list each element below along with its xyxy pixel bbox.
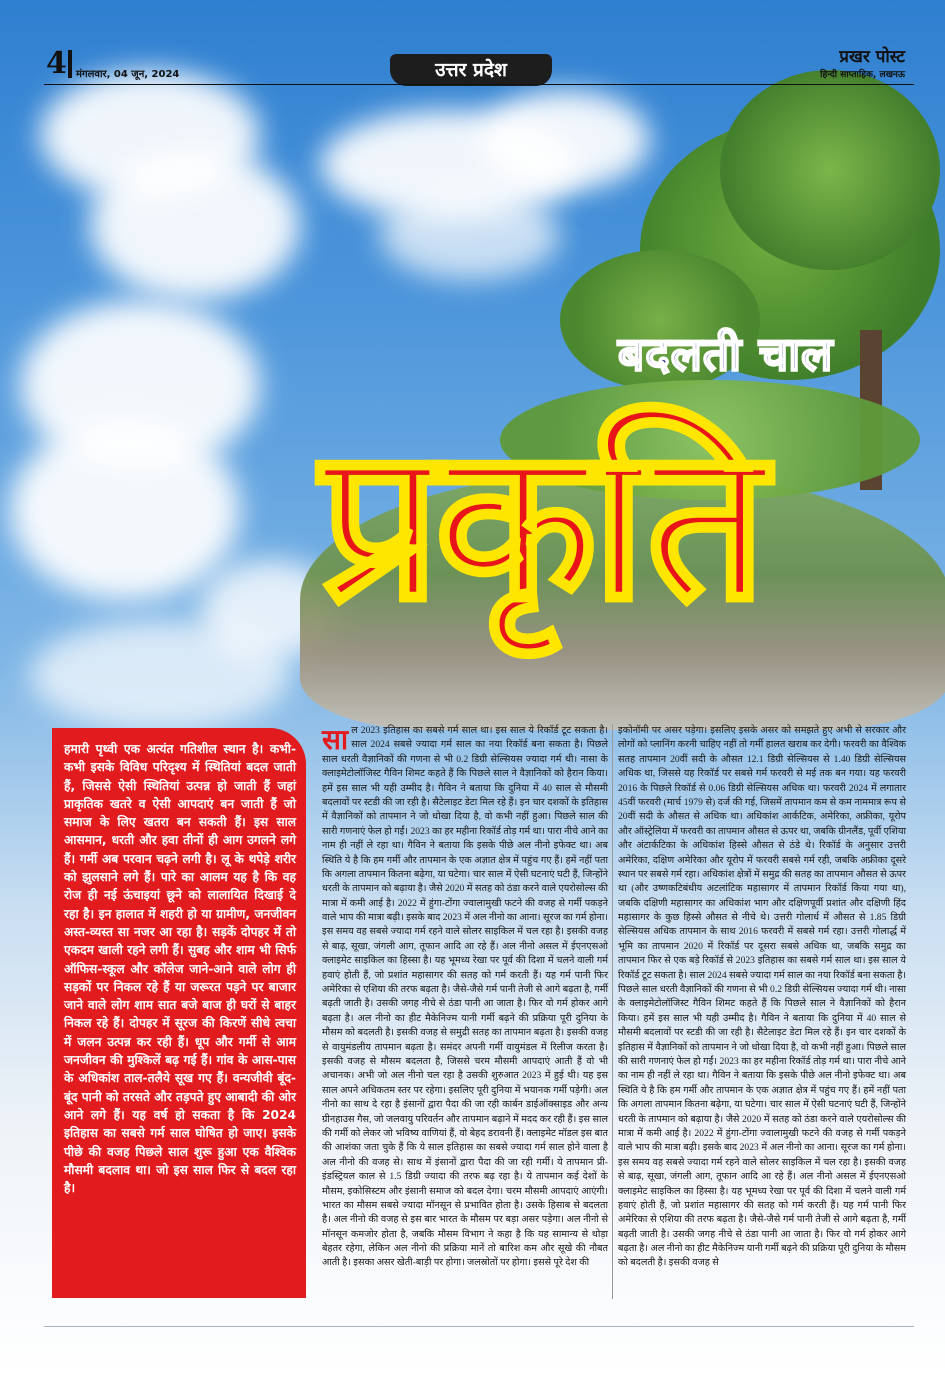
drop-cap: सा <box>322 723 349 756</box>
brand-name: प्रखर पोस्ट <box>839 47 905 67</box>
issue-date: मंगलवार, 04 जून, 2024 <box>76 69 180 80</box>
headline-kicker: बदलती चाल <box>618 327 834 381</box>
page-number: 4 <box>46 46 67 81</box>
article-column-2 <box>618 724 906 1299</box>
brand-subtitle: हिन्दी साप्ताहिक, लखनऊ <box>820 70 905 80</box>
section-banner: उत्तर प्रदेश <box>390 54 552 86</box>
intro-box <box>52 728 306 1298</box>
brand-block <box>820 44 905 80</box>
page-number-bar <box>68 50 72 78</box>
intro-text: हमारी पृथ्वी एक अत्यंत गतिशील स्थान है। कभी-कभी इसके विविध परिदृश्य में स्थितियां बदल जाती हैं, जिससे ऐसी स्थितियां उत्पन्न हो जाती हैं जहां प्राकृतिक खतरे व ऐसी आपदाएं बन जाती हैं जो समाज के लिए खतरा बन सकती हैं। इस साल आसमान, धरती और हवा तीनों ही आग उगलने लगे हैं। गर्मी अब परवान चढ़ने लगी है। लू के थपेड़े शरीर को झुलसाने लगे हैं। पारे का आलम यह है कि वह रोज ही नई ऊंचाइयां छूने को लालायित दिखाई दे रहा है। इन हालात में शहरी हो या ग्रामीण, जनजीवन अस्त-व्यस्त सा नजर आ रहा है। सड़कें दोपहर में तो एकदम खाली रहने लगी हैं। सुबह और शाम भी सिर्फ ऑफिस-स्कूल और कॉलेज जाने-आने वाले लोग ही सड़कों पर निकल रहे हैं या जरूरत पड़ने पर बाजार जाने वाले लोग शाम सात बजे बाज ही घरों से बाहर निकल रहे हैं। दोपहर में सूरज की किरणें सीधे त्वचा में जलन उत्पन्न कर रही हैं। धूप और गर्मी से आम जनजीवन की मुश्किलें बढ़ गई हैं। गांव के आस-पास के अधिकांश ताल-तलैये सूख गए हैं। वन्यजीवी बूंद-बूंद पानी को तरसते और तड़पते हुए आबादी की ओर आने लगे हैं। यह वर्ष हो सकता है कि 2024 इतिहास का सबसे गर्म साल घोषित हो जाए। इसके पीछे की वजह पिछले साल शुरू हुआ एक वैश्विक मौसमी बदलाव था। जो इस साल फिर से बदल रहा है। <box>64 742 296 1196</box>
bottom-rule <box>44 1326 914 1327</box>
article-column-2-text: इकोनॉमी पर असर पड़ेगा। इसलिए इसके असर को समझते हुए अभी से सरकार और लोगों को प्लानिंग करनी चाहिए नहीं तो गर्मी हालत खराब कर देगी। फरवरी का वैश्विक सतह तापमान 20वीं सदी के औसत 12.1 डिग्री सेल्सियस से 1.40 डिग्री सेल्सियस अधिक था, जिससे यह रिकॉर्ड पर सबसे गर्म फरवरी से मई तक बन गया। यह फरवरी 2016 के पिछले रिकॉर्ड से 0.06 डिग्री सेल्सियस अधिक था। फरवरी 2024 में लगातार 45वीं फरवरी (मार्च 1979 से) दर्ज की गई, जिसमें तापमान कम से कम नाममात्र रूप से 20वीं सदी के औसत से अधिक था। अधिकांश आर्कटिक, अमेरिका, अफ्रीका, यूरोप और ऑस्ट्रेलिया में फरवरी का तापमान औसत से ऊपर था, जबकि ग्रीनलैंड, पूर्वी एशिया और अंटार्कटिका के अधिकांश हिस्से औसत से ठंडे थे। रिकॉर्ड के अनुसार उत्तरी अमेरिका, दक्षिण अमेरिका और यूरोप में फरवरी सबसे गर्म रही, जबकि अफ्रीका दूसरे स्थान पर सबसे गर्म रहा। अधिकांश क्षेत्रों में समुद्र की सतह का तापमान औसत से ऊपर था (और उष्णकटिबंधीय अटलांटिक महासागर में तापमान रिकॉर्ड किया गया था), जबकि दक्षिणी महासागर का अधिकांश भाग और दक्षिणपूर्वी प्रशांत और दक्षिणी हिंद महासागर के कुछ हिस्से औसत से नीचे थे। उत्तरी गोलार्ध में औसत से 1.85 डिग्री सेल्सियस अधिक तापमान के साथ 2016 फरवरी में सबसे गर्म रहा। उत्तरी गोलार्द्ध में भूमि का तापमान 2020 में रिकॉर्ड पर दूसरा सबसे अधिक था, जबकि समुद्र का तापमान फिर से एक बड़े रिकॉर्ड से 2023 इतिहास का सबसे गर्म साल था। इस साल ये रिकॉर्ड टूट सकता है। साल 2024 सबसे ज्यादा गर्म साल का नया रिकॉर्ड बना सकता है। पिछले साल धरती वैज्ञानिकों की गणना से भी 0.2 डिग्री सेल्सियस ज्यादा गर्म थी। नासा के क्लाइमेटोलॉजिस्ट गैविन शिमट कहते हैं कि पिछले साल ने वैज्ञानिकों को हैरान किया। हमें इस साल भी यही उम्मीद है। गैविन ने बताया कि दुनिया में 40 साल से मौसमी बदलावों पर स्टडी की जा रही है। सैटेलाइट डेटा मिल रहे हैं। इन चार दशकों के इतिहास में वैज्ञानिकों को तापमान ने जो धोखा दिया है, वो कभी नहीं हुआ। पिछले साल की सारी गणनाएं फेल हो गईं। 2023 का हर महीना रिकॉर्ड तोड़ गर्म था। पारा नीचे आने का नाम ही नहीं ले रहा था। गैविन ने बताया कि इसके पीछे अल नीनो इफेक्ट था। अब स्थिति ये है कि हम गर्मी और तापमान के एक अज्ञात क्षेत्र में पहुंच गए हैं। हमें नहीं पता कि अगला तापमान कितना बढ़ेगा, या घटेगा। चार साल में ऐसी घटनाएं घटी हैं, जिन्होंने धरती के तापमान को बढ़ाया है। जैसे 2020 में सतह को ठंडा करने वाले एयरोसोल्स की मात्रा में कमी आई है। 2022 में हुंगा-टोंगा ज्वालामुखी फटने की वजह से गर्मी पकड़ने वाले भाप की मात्रा बढ़ी। इसके बाद 2023 में अल नीनो का आना। सूरज का गर्म होना। इस समय वह सबसे ज्यादा गर्म रहने वाले सोलर साइकिल में चल रहा है। इसकी वजह से बाढ़, सूखा, जंगली आग, तूफान आदि आ रहे हैं। अल नीनो असल में ईएनएसओ क्लाइमेट साइकिल का हिस्सा है। यह भूमध्य रेखा पर पूर्व की दिशा में चलने वाली गर्म हवाएं होती हैं, जो प्रशांत महासागर की सतह को गर्म करती हैं। यह गर्म पानी फिर अमेरिका से एशिया की तरफ बढ़ता है। जैसे-जैसे गर्म पानी तेजी से आगे बढ़ता है, गर्मी बढ़ती जाती है। उसकी जगह नीचे से ठंडा पानी आ जाता है। फिर वो गर्म होकर आगे बढ़ता है। अल नीनो का हीट मैकेनिज्म यानी गर्मी बढ़ने की प्रक्रिया पूरी दुनिया के मौसम को बदलती है। इसकी वजह से <box>618 725 906 1269</box>
article-column-1-text: ल 2023 इतिहास का सबसे गर्म साल था। इस साल ये रिकॉर्ड टूट सकता है। साल 2024 सबसे ज्यादा गर्म साल का नया रिकॉर्ड बना सकता है। पिछले साल धरती वैज्ञानिकों की गणना से भी 0.2 डिग्री सेल्सियस ज्यादा गर्म थी। नासा के क्लाइमेटोलॉजिस्ट गैविन शिमट कहते हैं कि पिछले साल ने वैज्ञानिकों को हैरान किया। हमें इस साल भी यही उम्मीद है। गैविन ने बताया कि दुनिया में 40 साल से मौसमी बदलावों पर स्टडी की जा रही है। सैटेलाइट डेटा मिल रहे हैं। इन चार दशकों के इतिहास में वैज्ञानिकों को तापमान ने जो धोखा दिया है, वो कभी नहीं हुआ। पिछले साल की सारी गणनाएं फेल हो गईं। 2023 का हर महीना रिकॉर्ड तोड़ गर्म था। पारा नीचे आने का नाम ही नहीं ले रहा था। गैविन ने बताया कि इसके पीछे अल नीनो इफेक्ट था। अब स्थिति ये है कि हम गर्मी और तापमान के एक अज्ञात क्षेत्र में पहुंच गए हैं। हमें नहीं पता कि अगला तापमान कितना बढ़ेगा, या घटेगा। चार साल में ऐसी घटनाएं घटी हैं, जिन्होंने धरती के तापमान को बढ़ाया है। जैसे 2020 में सतह को ठंडा करने वाले एयरोसोल्स की मात्रा में कमी आई है। 2022 में हुंगा-टोंगा ज्वालामुखी फटने की वजह से गर्मी पकड़ने वाले भाप की मात्रा बढ़ी। इसके बाद 2023 में अल नीनो का आना। सूरज का गर्म होना। इस समय वह सबसे ज्यादा गर्म रहने वाले सोलर साइकिल में चल रहा है। इसकी वजह से बाढ़, सूखा, जंगली आग, तूफान आदि आ रहे हैं। अल नीनो असल में ईएनएसओ क्लाइमेट साइकिल का हिस्सा है। यह भूमध्य रेखा पर पूर्व की दिशा में चलने वाली गर्म हवाएं होती हैं, जो प्रशांत महासागर की सतह को गर्म करती हैं। यह गर्म पानी फिर अमेरिका से एशिया की तरफ बढ़ता है। जैसे-जैसे गर्म पानी तेजी से आगे बढ़ता है, गर्मी बढ़ती जाती है। उसकी जगह नीचे से ठंडा पानी आ जाता है। फिर वो गर्म होकर आगे बढ़ता है। अल नीनो का हीट मैकेनिज्म यानी गर्मी बढ़ने की प्रक्रिया पूरी दुनिया के मौसम को बदलती है। इसकी वजह से समुद्री सतह का तापमान बढ़ता है। इसकी वजह से वायुमंडलीय तापमान बढ़ता है। समंदर अपनी गर्मी वायुमंडल में रिलीज करता है। इसकी वजह से मौसम बदलता है, जिससे चरम मौसमी आपदाएं आती हैं वो भी अचानक। अभी जो अल नीनो चल रहा है उसकी शुरुआत 2023 में हुई थी। यह इस साल अपने अधिकतम स्तर पर रहेगा। इसलिए पूरी दुनिया में भयानक गर्मी पड़ेगी। अल नीनो का साथ दे रहा है इंसानों द्वारा पैदा की जा रही कार्बन डाईऑक्साइड और अन्य ग्रीनहाउस गैस, जो जलवायु परिवर्तन और तापमान बढ़ाने में मदद कर रही हैं। इस साल की गर्मी को लेकर जो भविष्य वाणियां हैं, वो बेहद डरावनी हैं। क्लाइमेट मॉडल इस बात की आशंका जता चुके हैं कि ये साल इतिहास का सबसे ज्यादा गर्म साल होने वाला है अल नीनो की वजह से। साथ में इंसानों द्वारा पैदा की जा रही गर्मी। ये तापमान प्री-इंडस्ट्रियल काल से 1.5 डिग्री ज्यादा की तरफ बढ़ रहा है। ये तापमान कई देशों के मौसम, इकोसिस्टम और इंसानी समाज को बदल देगा। चरम मौसमी आपदाएं आएंगी। भारत का मौसम सबसे ज्यादा मॉनसून से प्रभावित होता है। उसके हिसाब से बदलता है। अल नीनो की वजह से इस बार भारत के मौसम पर बड़ा असर पड़ेगा। अल नीनो से मॉनसून कमजोर होता है, जबकि मौसम विभाग ने कहा है कि यह सामान्य से थोड़ा बेहतर रहेगा, लेकिन अल नीनो की प्रक्रिया मानें तो बारिश कम और सूखे की नौबत आती है। इसका असर खेती-बाड़ी पर होगा। जलस्रोतों पर होगा। इससे पूरे देश की <box>322 725 608 1269</box>
headline-main: प्रकृति <box>320 400 762 647</box>
column-divider <box>612 724 613 1299</box>
article-column-1 <box>322 724 608 1299</box>
masthead-rule <box>44 84 914 85</box>
